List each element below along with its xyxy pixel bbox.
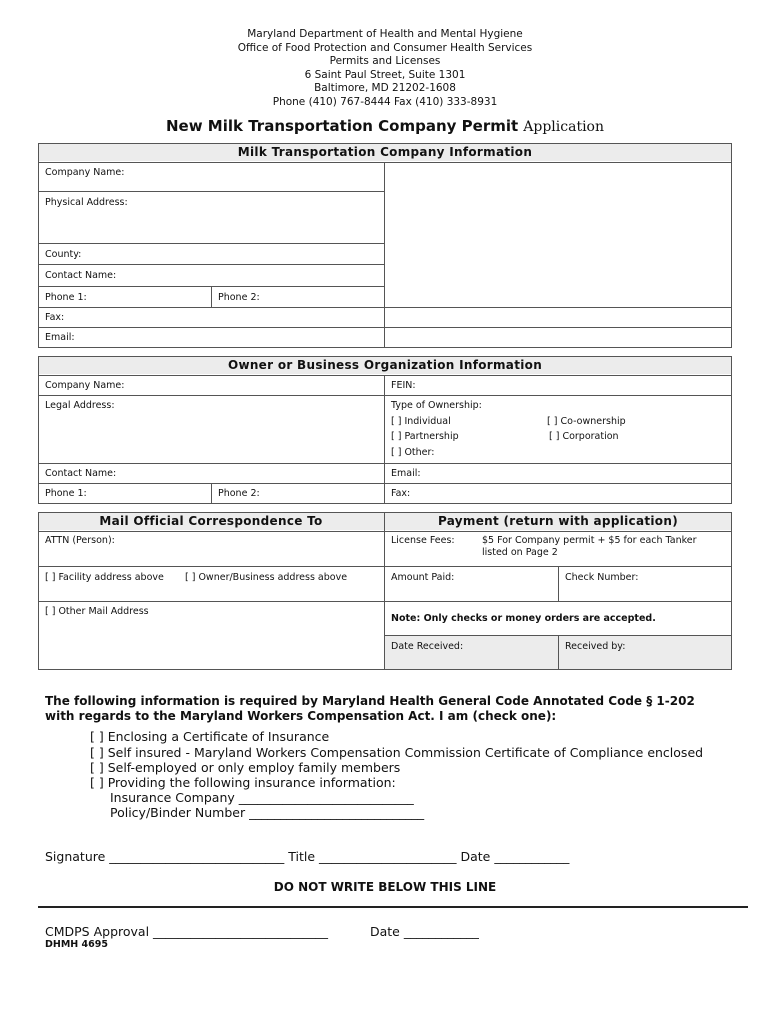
title-bold: New Milk Transportation Company Permit xyxy=(166,117,519,135)
do-not-write-notice: DO NOT WRITE BELOW THIS LINE xyxy=(273,880,497,894)
header-line-2: Office of Food Protection and Consumer Health Services xyxy=(237,41,533,54)
received-by-field: Received by: xyxy=(565,641,626,652)
divider-rule xyxy=(38,906,748,908)
phone2-field[interactable]: Phone 2: xyxy=(218,292,260,303)
date-received-field: Date Received: xyxy=(391,641,464,652)
other-ownership-checkbox[interactable]: [ ] Other: xyxy=(391,447,435,458)
individual-checkbox[interactable]: [ ] Individual xyxy=(391,416,451,427)
license-fees-line2: listed on Page 2 xyxy=(482,547,558,558)
section1-heading: Milk Transportation Company Information xyxy=(237,145,533,159)
physical-address-field[interactable]: Physical Address: xyxy=(45,197,128,208)
county-field[interactable]: County: xyxy=(45,249,82,260)
ownership-type-label: Type of Ownership: xyxy=(391,400,482,411)
license-fees-line1: $5 For Company permit + $5 for each Tanker xyxy=(482,535,697,546)
facility-address-checkbox[interactable]: [ ] Facility address above xyxy=(45,572,164,583)
header-line-1: Maryland Department of Health and Mental Hygiene xyxy=(247,28,523,40)
owner-fax-field[interactable]: Fax: xyxy=(391,488,411,499)
other-mail-checkbox[interactable]: [ ] Other Mail Address xyxy=(45,606,149,617)
insurance-option-certificate[interactable]: [ ] Enclosing a Certificate of Insurance xyxy=(90,729,330,744)
fein-field[interactable]: FEIN: xyxy=(391,380,416,391)
fax-field[interactable]: Fax: xyxy=(45,312,65,323)
cmdps-date-line: Date ____________ xyxy=(370,924,479,939)
owner-address-checkbox[interactable]: [ ] Owner/Business address above xyxy=(185,572,348,583)
insurance-option-providing[interactable]: [ ] Providing the following insurance information: xyxy=(90,775,396,790)
owner-phone1-field[interactable]: Phone 1: xyxy=(45,488,87,499)
owner-email-field[interactable]: Email: xyxy=(391,468,421,479)
company-name-field[interactable]: Company Name: xyxy=(45,167,125,178)
check-number-field[interactable]: Check Number: xyxy=(565,572,639,583)
mail-heading: Mail Official Correspondence To xyxy=(99,514,323,528)
header-line-5: Baltimore, MD 21202-1608 xyxy=(314,82,456,95)
insurance-option-self-insured[interactable]: [ ] Self insured - Maryland Workers Compensation Commission Certificate of Compliance enclosed xyxy=(90,745,704,760)
header-line-4: 6 Saint Paul Street, Suite 1301 xyxy=(304,68,466,81)
owner-company-name-field[interactable]: Company Name: xyxy=(45,380,125,391)
title-rest: Application xyxy=(523,119,604,135)
attn-field[interactable]: ATTN (Person): xyxy=(45,535,115,546)
insurance-company-field[interactable]: Insurance Company ____________________________ xyxy=(110,790,414,805)
legal-address-field[interactable]: Legal Address: xyxy=(45,400,115,411)
contact-name-field[interactable]: Contact Name: xyxy=(45,270,117,281)
partnership-checkbox[interactable]: [ ] Partnership xyxy=(391,431,459,442)
cmdps-approval-line: CMDPS Approval ____________________________ xyxy=(45,924,329,939)
policy-binder-field[interactable]: Policy/Binder Number ____________________________ xyxy=(110,805,425,820)
owner-contact-name-field[interactable]: Contact Name: xyxy=(45,468,117,479)
email-field[interactable]: Email: xyxy=(45,332,75,343)
form-id: DHMH 4695 xyxy=(45,939,108,950)
payment-heading: Payment (return with application) xyxy=(438,514,678,528)
amount-paid-field[interactable]: Amount Paid: xyxy=(391,572,455,583)
insurance-option-self-employed[interactable]: [ ] Self-employed or only employ family members xyxy=(90,760,401,775)
owner-phone2-field[interactable]: Phone 2: xyxy=(218,488,260,499)
page-title xyxy=(0,116,770,135)
header-line-3: Permits and Licenses xyxy=(329,55,441,68)
payment-note: Note: Only checks or money orders are accepted. xyxy=(391,613,656,624)
insurance-intro: The following information is required by Maryland Health General Code Annotated Code § 1-202 with regards to the Maryland Workers Compensation Act. I am (check one): xyxy=(45,694,695,723)
signature-line[interactable]: Signature ____________________________ Title ______________________ Date ____________ xyxy=(45,849,570,864)
phone1-field[interactable]: Phone 1: xyxy=(45,292,87,303)
co-ownership-checkbox[interactable]: [ ] Co-ownership xyxy=(547,416,626,427)
header-line-6: Phone (410) 767-8444 Fax (410) 333-8931 xyxy=(272,96,498,108)
corporation-checkbox[interactable]: [ ] Corporation xyxy=(549,431,619,442)
license-fees-label: License Fees: xyxy=(391,535,455,546)
section2-heading: Owner or Business Organization Information xyxy=(227,358,543,372)
